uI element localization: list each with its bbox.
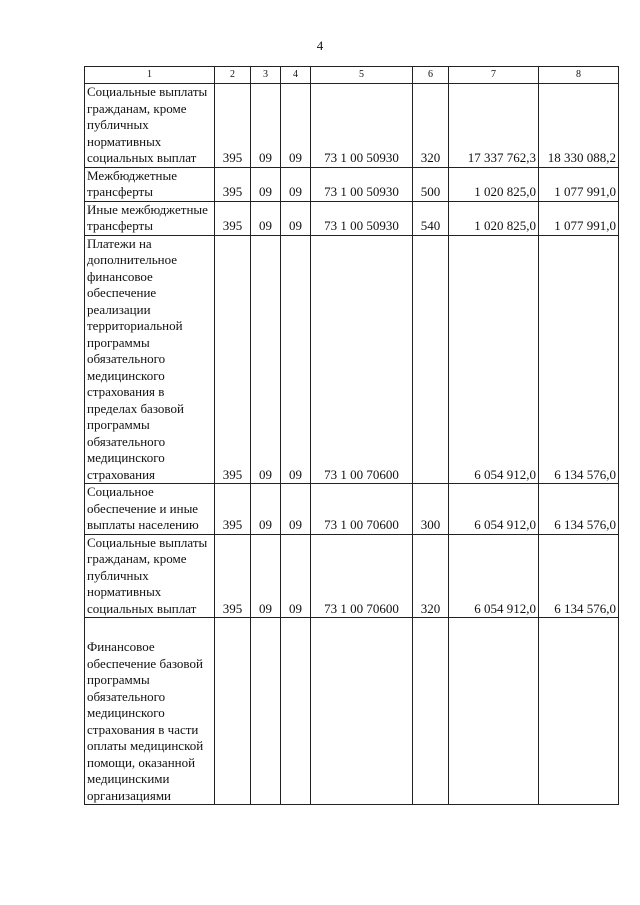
table-row — [85, 84, 619, 168]
cell-col3: 09 — [251, 167, 281, 201]
cell-col4: 09 — [281, 484, 311, 535]
row-name: Социальные выплаты гражданам, кроме публичных нормативных социальных выплат — [85, 84, 215, 168]
column-header: 7 — [449, 67, 539, 84]
cell-col5: 73 1 00 70600 — [311, 235, 413, 484]
table-row — [85, 484, 619, 535]
column-header: 1 — [85, 67, 215, 84]
cell-col2: 395 — [215, 84, 251, 168]
column-header-row — [85, 67, 619, 84]
row-name: Социальные выплаты гражданам, кроме публичных нормативных социальных выплат — [85, 534, 215, 618]
table-row — [85, 235, 619, 484]
row-name: Межбюджетные трансферты — [85, 167, 215, 201]
row-name: Финансовое обеспечение базовой программы обязательного медицинского страхования в части оплаты медицинской помощи, оказанной медицинскими организациями — [85, 618, 215, 805]
row-name: Платежи на дополнительное финансовое обеспечение реализации территориальной программы обязательного медицинского страхования в пределах базовой программы обязательного медицинского страхования — [85, 235, 215, 484]
cell-col3: 09 — [251, 534, 281, 618]
table-row — [85, 534, 619, 618]
cell-col8: 6 134 576,0 — [539, 235, 619, 484]
cell-col8: 1 077 991,0 — [539, 201, 619, 235]
cell-col5: 73 1 00 70600 — [311, 484, 413, 535]
row-name: Иные межбюджетные трансферты — [85, 201, 215, 235]
cell-col8: 6 134 576,0 — [539, 534, 619, 618]
column-header: 3 — [251, 67, 281, 84]
cell-col7: 6 054 912,0 — [449, 534, 539, 618]
cell-col6: 500 — [413, 167, 449, 201]
budget-table — [84, 66, 619, 805]
table-row — [85, 618, 619, 805]
cell-col5: 73 1 00 50930 — [311, 201, 413, 235]
cell-col7: 1 020 825,0 — [449, 201, 539, 235]
column-header: 2 — [215, 67, 251, 84]
cell-col4: 09 — [281, 167, 311, 201]
cell-col5: 73 1 00 70600 — [311, 534, 413, 618]
cell-col6: 320 — [413, 84, 449, 168]
table-row — [85, 167, 619, 201]
row-name: Социальное обеспечение и иные выплаты населению — [85, 484, 215, 535]
column-header: 8 — [539, 67, 619, 84]
page-number: 4 — [316, 38, 324, 53]
cell-col2: 395 — [215, 235, 251, 484]
cell-col6 — [413, 618, 449, 805]
cell-col4 — [281, 618, 311, 805]
column-header: 5 — [311, 67, 413, 84]
cell-col8 — [539, 618, 619, 805]
cell-col2: 395 — [215, 534, 251, 618]
cell-col3: 09 — [251, 235, 281, 484]
cell-col3: 09 — [251, 484, 281, 535]
cell-col8: 1 077 991,0 — [539, 167, 619, 201]
cell-col2: 395 — [215, 167, 251, 201]
cell-col8: 18 330 088,2 — [539, 84, 619, 168]
cell-col4: 09 — [281, 534, 311, 618]
cell-col5 — [311, 618, 413, 805]
cell-col3: 09 — [251, 84, 281, 168]
cell-col7: 17 337 762,3 — [449, 84, 539, 168]
cell-col2: 395 — [215, 484, 251, 535]
cell-col4: 09 — [281, 235, 311, 484]
column-header: 6 — [413, 67, 449, 84]
cell-col4: 09 — [281, 201, 311, 235]
column-header: 4 — [281, 67, 311, 84]
cell-col4: 09 — [281, 84, 311, 168]
cell-col3 — [251, 618, 281, 805]
cell-col6: 300 — [413, 484, 449, 535]
table-row — [85, 201, 619, 235]
cell-col6 — [413, 235, 449, 484]
cell-col3: 09 — [251, 201, 281, 235]
cell-col5: 73 1 00 50930 — [311, 167, 413, 201]
cell-col2 — [215, 618, 251, 805]
cell-col7 — [449, 618, 539, 805]
cell-col7: 1 020 825,0 — [449, 167, 539, 201]
cell-col8: 6 134 576,0 — [539, 484, 619, 535]
cell-col7: 6 054 912,0 — [449, 484, 539, 535]
cell-col6: 320 — [413, 534, 449, 618]
cell-col2: 395 — [215, 201, 251, 235]
cell-col6: 540 — [413, 201, 449, 235]
cell-col7: 6 054 912,0 — [449, 235, 539, 484]
cell-col5: 73 1 00 50930 — [311, 84, 413, 168]
